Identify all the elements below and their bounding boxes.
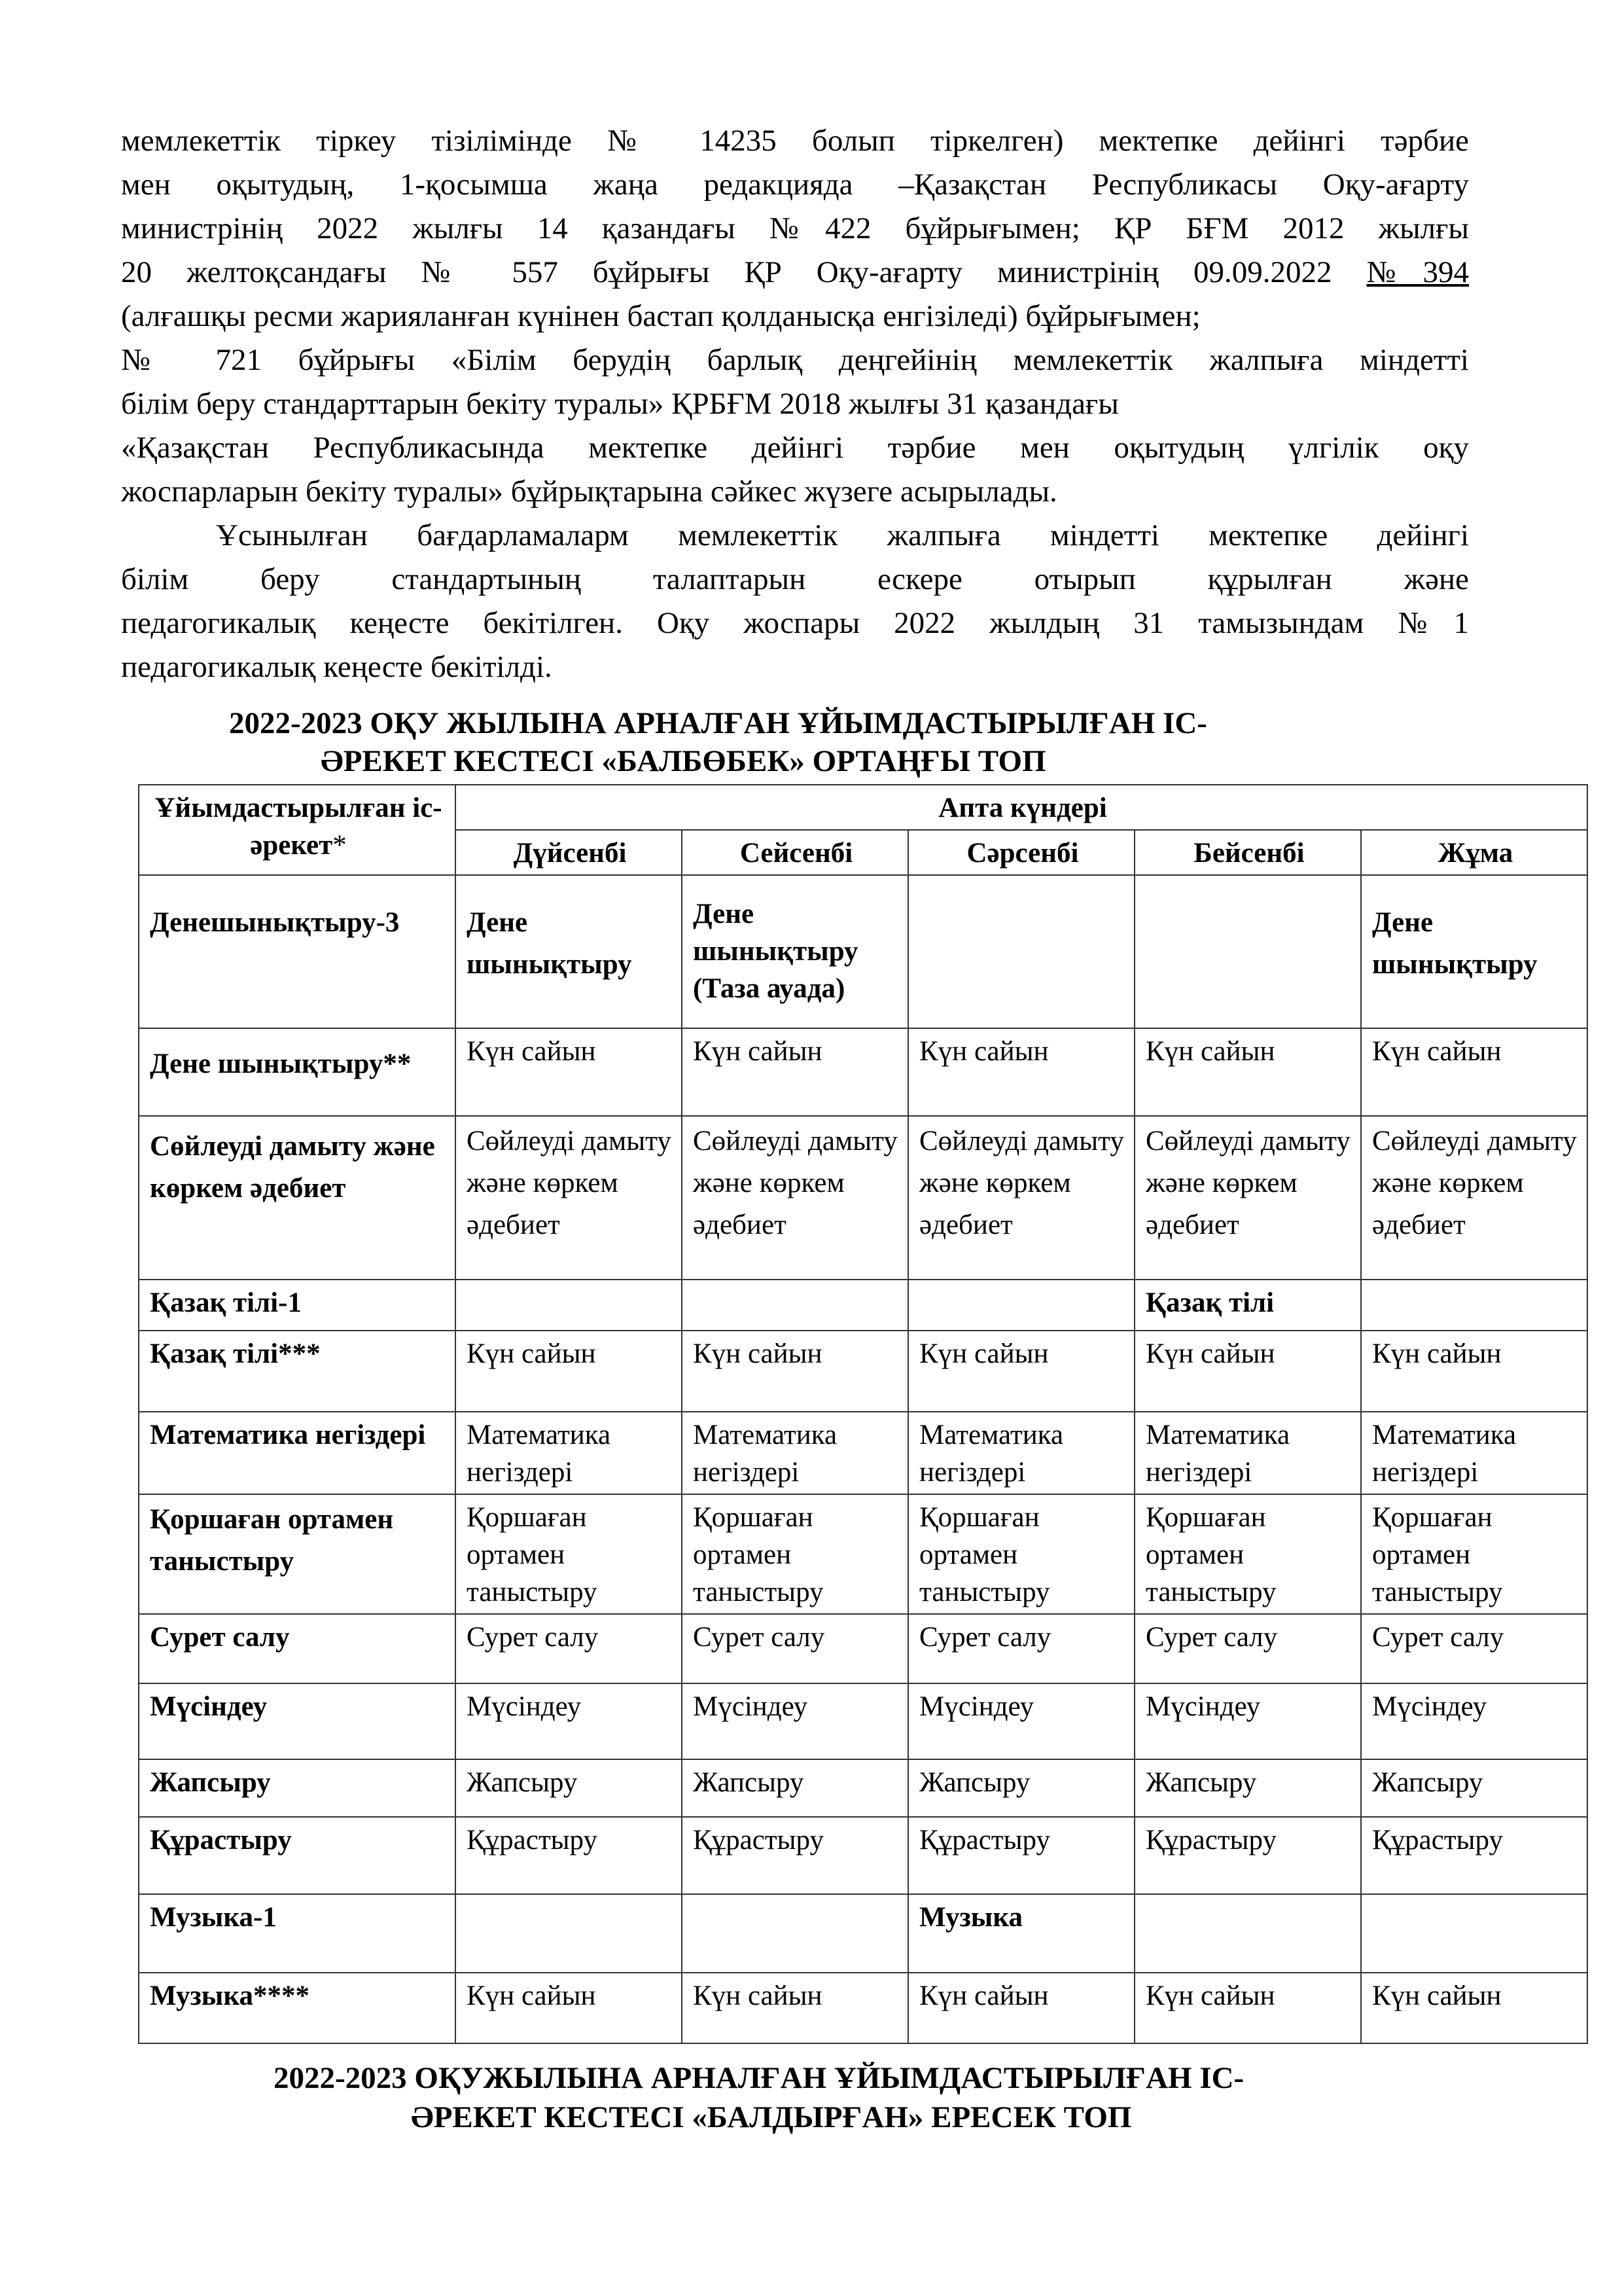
text-line: Ұсынылған бағдарламаларм мемлекеттік жалпыға міндетті мектепке дейінгі (216, 518, 1469, 552)
table-cell: Жапсыру (682, 1759, 908, 1817)
intro-paragraph (121, 119, 1469, 514)
table-cell: Күн сайын (455, 1331, 682, 1412)
table-cell (1135, 1894, 1361, 1973)
table-cell: Құрастыру (1361, 1817, 1587, 1894)
text-line: № 721 бұйрығы «Білім берудің барлық деңгейінің мемлекеттік жалпыға міндетті (121, 343, 1469, 377)
text-line: педагогикалық кеңесте бекітілді. (121, 650, 552, 684)
table-cell: Құрастыру (1135, 1817, 1361, 1894)
row-label: Қазақ тілі*** (139, 1331, 455, 1412)
table-cell: Күн сайын (455, 1973, 682, 2043)
row-label: Музыка**** (139, 1973, 455, 2043)
table-cell: Дене шынықтыру (1361, 875, 1587, 1028)
row-label: Қоршаған ортамен таныстыру (139, 1494, 455, 1614)
row-label: Математика негіздері (139, 1412, 455, 1494)
table-cell: Сөйлеуді дамыту және көркем әдебиет (455, 1116, 682, 1280)
row-label: Денешынықтыру-3 (139, 875, 455, 1028)
table-cell: Математика негіздері (1361, 1412, 1587, 1494)
table-cell: Күн сайын (1135, 1331, 1361, 1412)
table-row (139, 1028, 1587, 1116)
table-cell: Құрастыру (908, 1817, 1135, 1894)
table-row (139, 1614, 1587, 1683)
table-row (139, 1116, 1587, 1280)
table-cell: Математика негіздері (908, 1412, 1135, 1494)
table-row (139, 1494, 1587, 1614)
day-header: Бейсенбі (1135, 830, 1361, 875)
table-cell: Қоршаған ортамен таныстыру (908, 1494, 1135, 1614)
text-line: білім беру стандартының талаптарын ескере отырып құрылған және (121, 562, 1469, 596)
schedule-title-line1: 2022-2023 ОҚУ ЖЫЛЫНА АРНАЛҒАН ҰЙЫМДАСТЫРЫЛҒАН ІС- (229, 706, 1207, 740)
table-cell: Күн сайын (1361, 1028, 1587, 1116)
table-row (139, 1894, 1587, 1973)
table-row (139, 1683, 1587, 1759)
table-cell: Сурет салу (1135, 1614, 1361, 1683)
table-cell: Қоршаған ортамен таныстыру (455, 1494, 682, 1614)
table-cell: Мүсіндеу (682, 1683, 908, 1759)
table-cell: Жапсыру (455, 1759, 682, 1817)
table-cell (682, 1894, 908, 1973)
table-cell (455, 1894, 682, 1973)
table-cell: Математика негіздері (455, 1412, 682, 1494)
table-cell (1361, 1894, 1587, 1973)
week-days-header: Апта күндері (455, 785, 1587, 830)
table-cell: Күн сайын (455, 1028, 682, 1116)
table-cell: Дене шынықтыру (Таза ауада) (682, 875, 908, 1028)
row-label: Сөйлеуді дамыту және көркем әдебиет (139, 1116, 455, 1280)
table-cell: Музыка (908, 1894, 1135, 1973)
table-cell: Мүсіндеу (1361, 1683, 1587, 1759)
day-header: Дүйсенбі (455, 830, 682, 875)
row-label: Жапсыру (139, 1759, 455, 1817)
table-cell: Сөйлеуді дамыту және көркем әдебиет (1361, 1116, 1587, 1280)
table-header-row (139, 785, 1587, 830)
text-line: мемлекеттік тіркеу тізілімінде № 14235 болып тіркелген) мектепке дейінгі тәрбие (121, 124, 1469, 158)
row-label: Құрастыру (139, 1817, 455, 1894)
table-cell: Сөйлеуді дамыту және көркем әдебиет (908, 1116, 1135, 1280)
text-line: жоспарларын бекіту туралы» бұйрықтарына сәйкес жүзеге асырылады. (121, 475, 1057, 509)
table-row (139, 1280, 1587, 1331)
table-cell (1361, 1280, 1587, 1331)
table-cell (908, 875, 1135, 1028)
table-cell: Күн сайын (682, 1973, 908, 2043)
table-cell: Жапсыру (1361, 1759, 1587, 1817)
table-cell: Математика негіздері (682, 1412, 908, 1494)
text-line: 20 желтоқсандағы № 557 бұйрығы ҚР Оқу-ағарту министрінің 09.09.2022 №394 (121, 255, 1470, 289)
table-cell: Қоршаған ортамен таныстыру (682, 1494, 908, 1614)
table-cell: Құрастыру (455, 1817, 682, 1894)
table-cell: Мүсіндеу (908, 1683, 1135, 1759)
table-cell (1135, 875, 1361, 1028)
table-cell: Күн сайын (1361, 1331, 1587, 1412)
table-cell: Күн сайын (682, 1331, 908, 1412)
text-line: мен оқытудың, 1-қосымша жаңа редакцияда –Қазақстан Республикасы Оқу-ағарту (121, 168, 1469, 202)
table-cell: Математика негіздері (1135, 1412, 1361, 1494)
day-header: Сәрсенбі (908, 830, 1135, 875)
table-cell: Жапсыру (908, 1759, 1135, 1817)
table-cell: Құрастыру (682, 1817, 908, 1894)
schedule-table (138, 784, 1588, 2044)
table-cell: Күн сайын (908, 1973, 1135, 2043)
table-row (139, 1973, 1587, 2043)
table-cell (455, 1280, 682, 1331)
day-header: Жұма (1361, 830, 1587, 875)
table-cell: Сурет салу (908, 1614, 1135, 1683)
table-cell: Мүсіндеу (1135, 1683, 1361, 1759)
program-paragraph (121, 514, 1469, 689)
table-cell: Сөйлеуді дамыту және көркем әдебиет (682, 1116, 908, 1280)
table-cell: Мүсіндеу (455, 1683, 682, 1759)
table-cell: Күн сайын (1135, 1028, 1361, 1116)
table-row (139, 1412, 1587, 1494)
table-cell: Күн сайын (908, 1331, 1135, 1412)
activity-column-header: Ұйымдастырылған іс-әрекет* (139, 785, 455, 875)
table-cell (682, 1280, 908, 1331)
text-line: (алғашқы ресми жарияланған күнінен бастап қолданысқа енгізіледі) бұйрығымен; (121, 299, 1201, 333)
row-label: Дене шынықтыру** (139, 1028, 455, 1116)
table-row (139, 1817, 1587, 1894)
table-cell: Сурет салу (682, 1614, 908, 1683)
table-cell: Жапсыру (1135, 1759, 1361, 1817)
schedule-title-line2: ӘРЕКЕТ КЕСТЕСІ «БАЛБӨБЕК» ОРТАҢҒЫ ТОП (321, 744, 1046, 778)
text-line: білім беру стандарттарын бекіту туралы» ҚРБҒМ 2018 жылғы 31 қазандағы (121, 387, 1119, 421)
table-row (139, 1759, 1587, 1817)
table-cell: Күн сайын (682, 1028, 908, 1116)
text-line: министрінің 2022 жылғы 14 қазандағы №422 бұйрығымен; ҚР БҒМ 2012 жылғы (121, 211, 1469, 245)
order-link[interactable]: №394 (1366, 255, 1470, 289)
table-cell: Сурет салу (1361, 1614, 1587, 1683)
table-cell: Күн сайын (1135, 1973, 1361, 2043)
table-cell: Сөйлеуді дамыту және көркем әдебиет (1135, 1116, 1361, 1280)
table-cell: Күн сайын (1361, 1973, 1587, 2043)
table-cell: Қоршаған ортамен таныстыру (1361, 1494, 1587, 1614)
row-label: Музыка-1 (139, 1894, 455, 1973)
row-label: Қазақ тілі-1 (139, 1280, 455, 1331)
schedule-title2-line2: ӘРЕКЕТ КЕСТЕСІ «БАЛДЫРҒАН» ЕРЕСЕК ТОП (411, 2100, 1132, 2134)
row-label: Сурет салу (139, 1614, 455, 1683)
table-row (139, 875, 1587, 1028)
table-row (139, 1331, 1587, 1412)
table-cell: Дене шынықтыру (455, 875, 682, 1028)
row-label: Мүсіндеу (139, 1683, 455, 1759)
table-cell: Қоршаған ортамен таныстыру (1135, 1494, 1361, 1614)
text-line: педагогикалық кеңесте бекітілген. Оқу жоспары 2022 жылдың 31 тамызындам №1 (121, 606, 1469, 640)
table-cell: Күн сайын (908, 1028, 1135, 1116)
table-cell: Қазақ тілі (1135, 1280, 1361, 1331)
schedule-title2-line1: 2022-2023 ОҚУЖЫЛЫНА АРНАЛҒАН ҰЙЫМДАСТЫРЫЛҒАН ІС- (274, 2061, 1244, 2095)
day-header: Сейсенбі (682, 830, 908, 875)
table-cell (908, 1280, 1135, 1331)
text-line: «Қазақстан Республикасында мектепке дейінгі тәрбие мен оқытудың үлгілік оқу (121, 431, 1469, 465)
table-cell: Сурет салу (455, 1614, 682, 1683)
